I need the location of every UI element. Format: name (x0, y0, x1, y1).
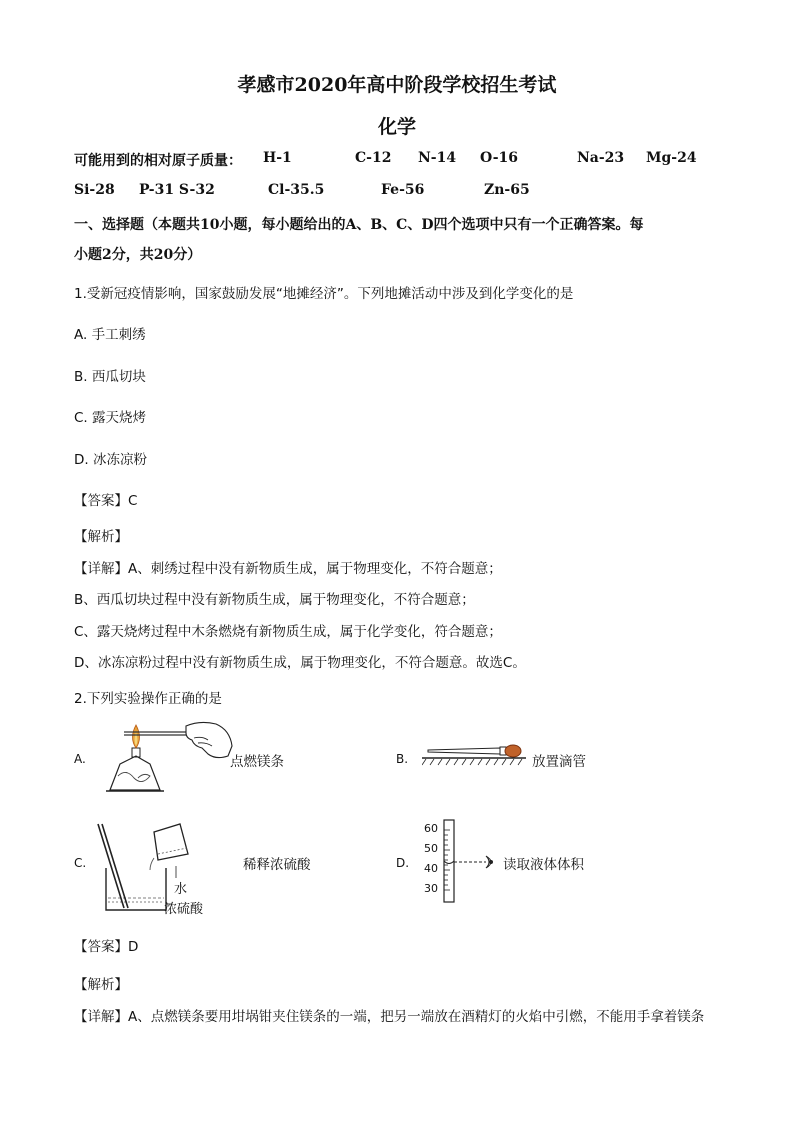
q2-b-caption: 放置滴管 (532, 754, 586, 770)
cylinder-tick-30: 30 (424, 882, 438, 895)
q2-d-caption: 读取液体体积 (503, 857, 584, 873)
q2-analysis: 【解析】 (74, 977, 128, 993)
cylinder-tick-60: 60 (424, 822, 438, 835)
q1-detail-d: D、冰冻凉粉过程中没有新物质生成，属于物理变化，不符合题意。故选C。 (74, 655, 526, 671)
q1-detail-b: B、西瓜切块过程中没有新物质生成，属于物理变化，不符合题意； (74, 592, 475, 608)
q2-a-caption: 点燃镁条 (230, 754, 284, 770)
q1-answer: 【答案】C (74, 493, 138, 509)
mass-p-s: P-31 S-32 (139, 182, 215, 198)
mass-na: Na-23 (577, 150, 625, 166)
q1-analysis: 【解析】 (74, 529, 128, 545)
q2-c-water-label: 水 (174, 882, 188, 897)
q1-detail-c: C、露天烧烤过程中木条燃烧有新物质生成，属于化学变化，符合题意； (74, 624, 502, 640)
burning-magnesium-diagram (104, 716, 234, 796)
mass-cl: Cl-35.5 (268, 182, 325, 198)
mass-n: N-14 (418, 150, 457, 166)
mass-mg: Mg-24 (646, 150, 697, 166)
q2-detail-a: 【详解】A、点燃镁条要用坩埚钳夹住镁条的一端，把另一端放在酒精灯的火焰中引燃，不能用手拿着镁条 (74, 1009, 705, 1025)
exam-title: 孝感市2020年高中阶段学校招生考试 (237, 74, 557, 96)
subject-title: 化学 (377, 116, 416, 138)
section-heading-line1: 一、选择题（本题共10小题，每小题给出的A、B、C、D四个选项中只有一个正确答案。每 (74, 217, 644, 233)
cylinder-tick-40: 40 (424, 862, 438, 875)
q2-c-caption: 稀释浓硫酸 (243, 857, 311, 873)
q2-a-letter: A. (74, 752, 86, 766)
mass-o: O-16 (480, 150, 519, 166)
q1-option-d: D. 冰冻凉粉 (74, 452, 147, 468)
q2-c-acid-label: 浓硫酸 (164, 902, 204, 917)
q1-option-b: B. 西瓜切块 (74, 369, 146, 385)
q2-b-letter: B. (396, 752, 409, 766)
q2-stem: 2.下列实验操作正确的是 (74, 691, 222, 707)
q2-answer: 【答案】D (74, 939, 139, 955)
section-heading-line2: 小题2分，共20分） (74, 247, 202, 263)
dropper-placement-diagram (422, 738, 528, 768)
mass-fe: Fe-56 (381, 182, 425, 198)
atomic-mass-label: 可能用到的相对原子质量： (74, 153, 242, 169)
mass-h: H-1 (263, 150, 292, 166)
q2-d-letter: D. (396, 856, 410, 870)
q1-option-c: C. 露天烧烤 (74, 410, 147, 426)
q1-option-a: A. 手工刺绣 (74, 327, 146, 343)
mass-zn: Zn-65 (484, 182, 530, 198)
q1-detail-a: 【详解】A、刺绣过程中没有新物质生成，属于物理变化，不符合题意； (74, 561, 502, 577)
q2-c-letter: C. (74, 856, 87, 870)
q1-stem: 1.受新冠疫情影响，国家鼓励发展“地摊经济”。下列地摊活动中涉及到化学变化的是 (74, 286, 574, 302)
cylinder-tick-50: 50 (424, 842, 438, 855)
mass-c: C-12 (355, 150, 392, 166)
mass-si: Si-28 (74, 182, 115, 198)
